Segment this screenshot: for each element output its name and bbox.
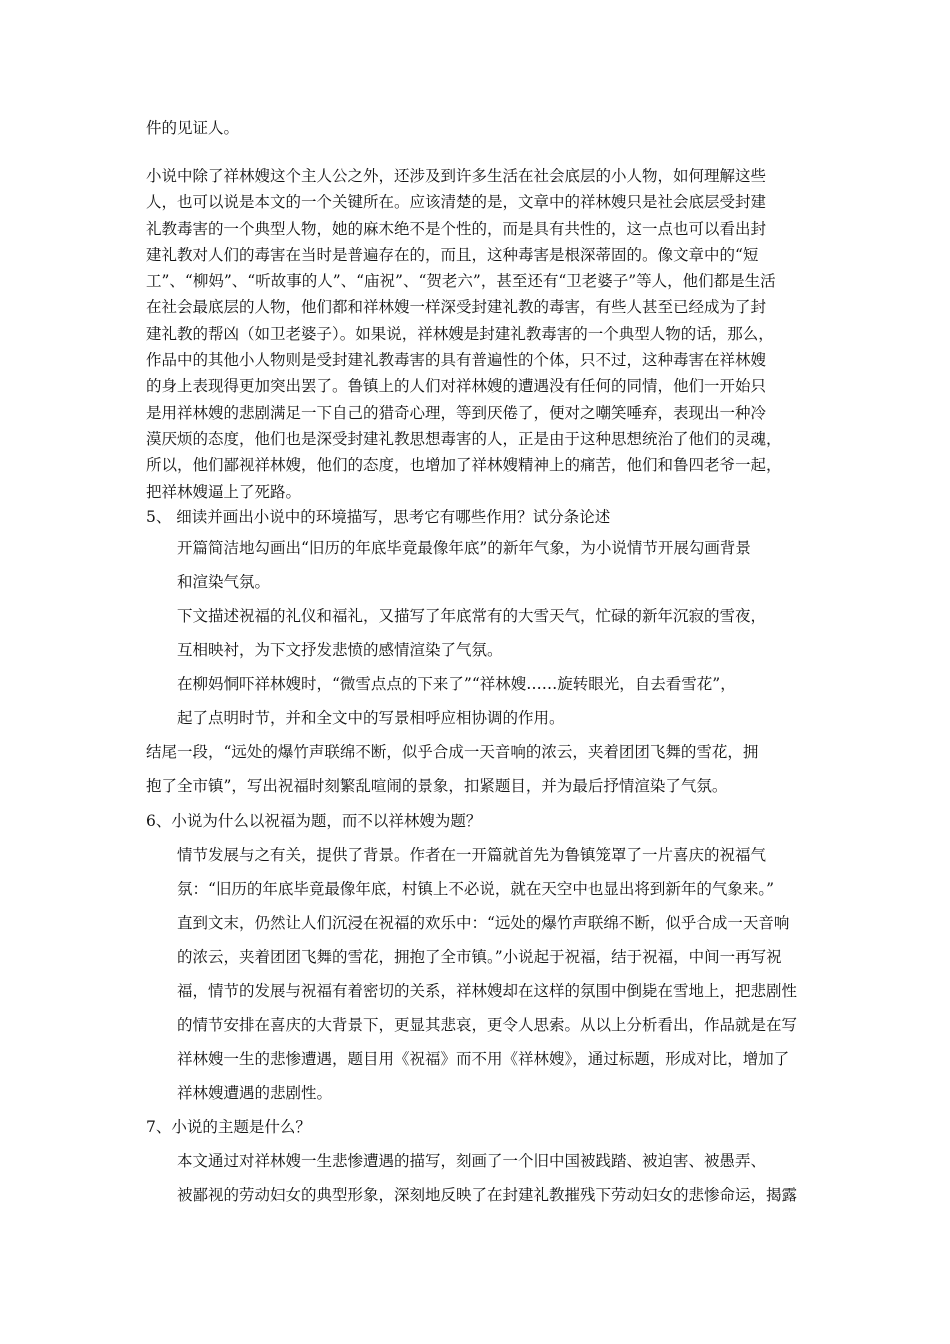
text-line: 建礼教的帮凶（如卫老婆子）。如果说，祥林嫂是封建礼教毒害的一个典型人物的话，那么，: [146, 324, 774, 343]
text-line: 开篇简洁地勾画出“旧历的年底毕竟最像年底”的新年气象，为小说情节开展勾画背景: [177, 539, 751, 557]
text-line: 6、小说为什么以祝福为题，而不以祥林嫂为题？: [146, 812, 482, 830]
text-line: 抱了全市镇”，写出祝福时刻繁乱喧闹的景象，扣紧题目，并为最后抒情渲染了气氛。: [146, 777, 728, 795]
text-line: 本文通过对祥林嫂一生悲惨遭遇的描写，刻画了一个旧中国被践踏、被迫害、被愚弄、: [177, 1152, 767, 1170]
text-line: 祥林嫂一生的悲惨遭遇，题目用《祝福》而不用《祥林嫂》，通过标题，形成对比，增加了: [177, 1050, 790, 1068]
text-line: 把祥林嫂逼上了死路。: [146, 482, 302, 501]
text-line: 福，情节的发展与祝福有着密切的关系，祥林嫂却在这样的氛围中倒毙在雪地上，把悲剧性: [177, 982, 798, 1000]
text-line: 互相映衬，为下文抒发悲愤的感情渲染了气氛。: [177, 641, 503, 659]
paragraph: [146, 115, 806, 141]
text-line: 结尾一段，“远处的爆竹声联绵不断，似乎合成一天音响的浓云，夹着团团飞舞的雪花，拥: [146, 743, 759, 761]
text-line: 直到文末，仍然让人们沉浸在祝福的欢乐中：“远处的爆竹声联绵不断，似乎合成一天音响: [177, 914, 790, 932]
text-line: 所以，他们鄙视祥林嫂，他们的态度，也增加了祥林嫂精神上的痛苦，他们和鲁四老爷一起，: [146, 456, 782, 475]
text-line: 作品中的其他小人物则是受封建礼教毒害的具有普遍性的个体，只不过，这种毒害在祥林嫂: [146, 351, 767, 370]
paragraph: [146, 735, 806, 803]
text-line: 被鄙视的劳动妇女的典型形象，深刻地反映了在封建礼教摧残下劳动妇女的悲惨命运，揭露: [177, 1186, 798, 1204]
text-line: 的情节安排在喜庆的大背景下，更显其悲哀，更令人思索。从以上分析看出，作品就是在写: [177, 1016, 798, 1034]
text-line: 件的见证人。: [146, 119, 240, 137]
text-line: 5、 细读并画出小说中的环境描写，思考它有哪些作用？试分条论述: [146, 508, 611, 526]
paragraph: [146, 838, 806, 1110]
text-line: 人，也可以说是本文的一个关键所在。应该清楚的是，文章中的祥林嫂只是社会底层受封建: [146, 193, 767, 212]
text-line: 的身上表现得更加突出罢了。鲁镇上的人们对祥林嫂的遭遇没有任何的同情，他们一开始只: [146, 377, 767, 396]
text-line: 是用祥林嫂的悲剧满足一下自己的猎奇心理，等到厌倦了，便对之嘲笑唾弃，表现出一种冷: [146, 403, 767, 422]
text-line: 在柳妈恫吓祥林嫂时，“微雪点点的下来了”“祥林嫂……旋转眼光，自去看雪花”，: [177, 675, 736, 693]
text-line: 建礼教对人们的毒害在当时是普遍存在的，而且，这种毒害是根深蒂固的。像文章中的“短: [146, 245, 759, 264]
paragraph: [146, 667, 806, 735]
text-line: 漠厌烦的态度，他们也是深受封建礼教思想毒害的人，正是由于这种思想统治了他们的灵魂，: [146, 429, 782, 448]
paragraph: [146, 163, 806, 505]
text-line: 起了点明时节，并和全文中的写景相呼应相协调的作用。: [177, 709, 565, 727]
paragraph: [146, 599, 806, 667]
text-line: 下文描述祝福的礼仪和福礼，又描写了年底常有的大雪天气，忙碌的新年沉寂的雪夜，: [177, 607, 767, 625]
paragraph: [146, 504, 806, 530]
text-line: 和渲染气氛。: [177, 573, 271, 591]
text-line: 礼教毒害的一个典型人物，她的麻木绝不是个性的，而是具有共性的，这一点也可以看出封: [146, 219, 767, 238]
text-line: 的浓云，夹着团团飞舞的雪花，拥抱了全市镇。”小说起于祝福，结于祝福，中间一再写祝: [177, 948, 782, 966]
paragraph: [146, 1144, 806, 1212]
paragraph: [146, 804, 806, 838]
text-line: 氛：“旧历的年底毕竟最像年底，村镇上不必说，就在天空中也显出将到新年的气象来。”: [177, 880, 775, 898]
text-line: 在社会最底层的人物，他们都和祥林嫂一样深受封建礼教的毒害，有些人甚至已经成为了封: [146, 298, 767, 317]
text-line: 情节发展与之有关，提供了背景。作者在一开篇就首先为鲁镇笼罩了一片喜庆的祝福气: [177, 846, 767, 864]
text-line: 7、小说的主题是什么？: [146, 1118, 311, 1136]
text-line: 小说中除了祥林嫂这个主人公之外，还涉及到许多生活在社会底层的小人物，如何理解这些: [146, 167, 767, 185]
text-line: 祥林嫂遭遇的悲剧性。: [177, 1084, 333, 1102]
text-line: 工”、“柳妈”、“听故事的人”、“庙祝”、“贺老六”，甚至还有“卫老婆子”等人，他们都是生活: [146, 272, 776, 291]
paragraph: [146, 1110, 806, 1144]
paragraph: [146, 531, 806, 599]
